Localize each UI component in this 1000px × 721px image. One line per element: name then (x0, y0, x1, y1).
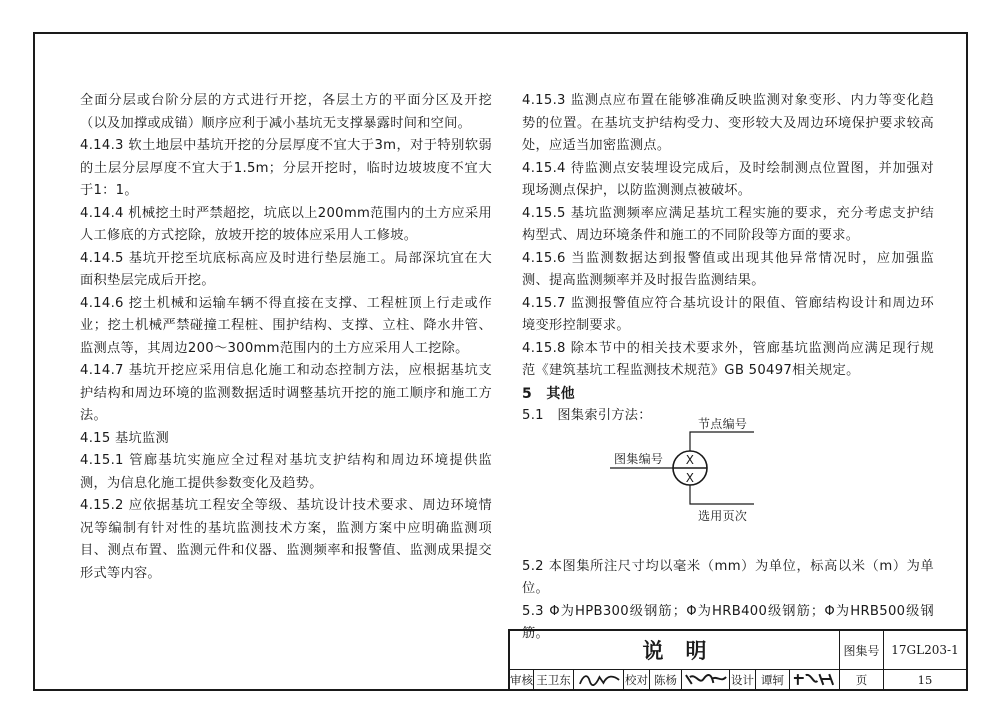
index-top-symbol: X (685, 452, 695, 467)
paragraph-4-15-7: 4.15.7 监测报警值应符合基坑设计的限值、管廊结构设计和周边环境变形控制要求。 (522, 295, 934, 333)
paragraph-4-14-4: 4.14.4 机械挖土时严禁超挖，坑底以上200mm范围内的土方应采用人工修底的方式挖除，放坡开挖的坡体应采用人工修坡。 (80, 205, 492, 243)
paragraph-4-15-6: 4.15.6 当监测数据达到报警值或出现其他异常情况时，应加强监测、提高监测频率并及时报告监测结果。 (522, 250, 934, 288)
paragraph-4-15-3: 4.15.3 监测点应布置在能够准确反映监测对象变形、内力等变化趋势的位置。在基坑支护结构受力、变形较大及周边环境保护要求较高处，应适当加密监测点。 (522, 93, 934, 153)
designer-signature (790, 670, 840, 689)
designer-signature-icon (790, 671, 839, 688)
paragraph-5-3: 5.3 Φ为HPB300级钢筋；Φ为HRB400级钢筋；Φ为HRB500级钢筋。 (522, 603, 934, 641)
page-caption: 页 (840, 670, 884, 689)
paragraph-5-2: 5.2 本图集所注尺寸均以毫米（mm）为单位，标高以米（m）为单位。 (522, 558, 934, 596)
section-4-15-heading: 4.15 基坑监测 (80, 430, 170, 446)
design-caption: 设计 (730, 670, 756, 689)
section-5-heading: 5 其他 (522, 385, 575, 402)
index-symbol-svg (522, 416, 934, 556)
paragraph-4-14-6: 4.14.6 挖土机械和运输车辆不得直接在支撑、工程桩顶上行走或作业；挖土机械严禁碰撞工程桩、围护结构、支撑、立柱、降水井管、监测点等，其周边200～300mm范围内的土方应采用人工挖除。 (80, 295, 492, 356)
review-caption: 审核 (510, 670, 534, 689)
title-block-bottom-row (510, 670, 966, 689)
atlas-number-label: 图集编号 (614, 451, 664, 466)
drawing-title: 说明 (510, 631, 840, 669)
paragraph-4-15-2: 4.15.2 应依据基坑工程安全等级、基坑设计技术要求、周边环境情况等编制有针对性的基坑监测技术方案，监测方案中应明确监测项目、测点布置、监测元件和仪器、监测频率和报警值、监测成果提交形式等内容。 (80, 498, 492, 581)
page-number: 15 (917, 672, 933, 687)
atlas-number-caption: 图集号 (840, 631, 884, 669)
paragraph-4-15-5: 4.15.5 基坑监测频率应满足基坑工程实施的要求，充分考虑支护结构型式、周边环境条件和施工的不同阶段等方面的要求。 (522, 205, 934, 243)
paragraph-continuation: 全面分层或台阶分层的方式进行开挖，各层土方的平面分区及开挖（以及加撑或成锚）顺序应利于减小基坑无支撑暴露时间和空间。 (80, 93, 492, 131)
paragraph-4-15-4: 4.15.4 待监测点安装埋设完成后，及时绘制测点位置图，并加强对现场测点保护，以防监测测点被破坏。 (522, 160, 934, 198)
paragraph-4-15-1: 4.15.1 管廊基坑实施应全过程对基坑支护结构和周边环境提供监测，为信息化施工提供参数变化及趋势。 (80, 453, 492, 491)
reviewer-signature (574, 670, 624, 689)
title-block-top-row (510, 631, 966, 670)
designer-name: 谭轲 (756, 670, 790, 689)
node-leader-line (690, 432, 754, 451)
left-column (80, 90, 492, 585)
node-number-label: 节点编号 (698, 416, 748, 431)
proofreader-name: 陈杨 (650, 670, 682, 689)
paragraph-4-14-3: 4.14.3 软土地层中基坑开挖的分层厚度不宜大于3m，对于特别软弱的土层分层厚度不宜大于1.5m；分层开挖时，临时边坡坡度不宜大于1：1。 (80, 138, 492, 198)
page-leader-line (690, 485, 754, 504)
proofreader-signature (682, 670, 730, 689)
right-column (522, 90, 934, 646)
proof-caption: 校对 (624, 670, 650, 689)
title-block (508, 629, 966, 689)
proofreader-signature-icon (682, 671, 729, 688)
atlas-number-value: 17GL203-1 (891, 643, 959, 657)
paragraph-5-1: 5.1 图集索引方法： (522, 408, 652, 423)
paragraph-4-14-7: 4.14.7 基坑开挖应采用信息化施工和动态控制方法，应根据基坑支护结构和周边环境的监测数据适时调整基坑开挖的施工顺序和施工方法。 (80, 363, 492, 423)
paragraph-4-15-8: 4.15.8 除本节中的相关技术要求外，管廊基坑监测尚应满足现行规范《建筑基坑工程监测技术规范》GB 50497相关规定。 (522, 340, 934, 378)
reviewer-signature-icon (574, 671, 623, 688)
index-method-diagram (522, 416, 934, 556)
index-bottom-symbol: X (685, 470, 695, 485)
reviewer-name: 王卫东 (534, 670, 574, 689)
paragraph-4-14-5: 4.14.5 基坑开挖至坑底标高应及时进行垫层施工。局部深坑宜在大面积垫层完成后开挖。 (80, 250, 492, 288)
page-select-label: 选用页次 (698, 508, 748, 523)
